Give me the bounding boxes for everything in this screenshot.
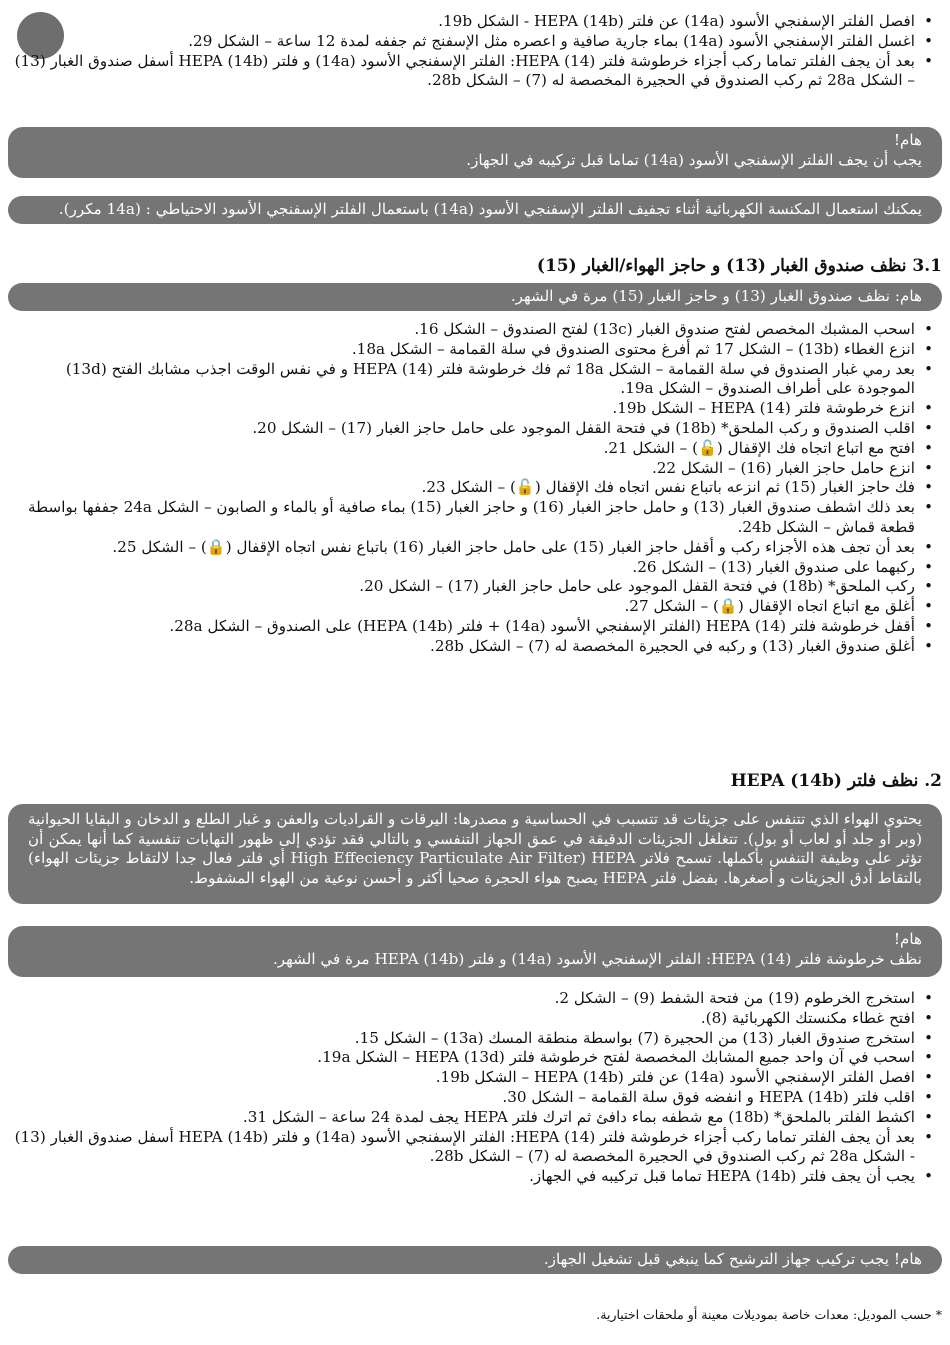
hepa-steps (8, 989, 942, 1187)
list-item: • بعد ذلك اشطف صندوق الغبار (13) و حامل حاجز الغبار (16) و حاجز الغبار (15) بماء صافية أو بالماء و الصابون – الشكل 24a جففها بواسطة قطعة قماش – الشكل 24b. (8, 498, 942, 538)
list-item: • افصل الفلتر الإسفنجي الأسود (14a) عن فلتر HEPA (14b) – الشكل 19b. (8, 1068, 942, 1088)
filter-wash-list (8, 12, 942, 91)
note-text: هام: نظف صندوق الغبار (13) و حاجز الغبار (15) مرة في الشهر. (510, 287, 922, 305)
list-item: • اسحب المشبك المخصص لفتح صندوق الغبار (13c) لفتح الصندوق – الشكل 16. (8, 320, 942, 340)
list-item: • اسحب في آن واحد جميع المشابك المخصصة لفتح خرطوشة فلتر HEPA (13d) – الشكل 19a. (8, 1048, 942, 1068)
list-item: • انزع الغطاء (13b) – الشكل 17 ثم أفرغ محتوى الصندوق في سلة القمامة – الشكل 18a. (8, 340, 942, 360)
list-item: • بعد أن تجف هذه الأجزاء ركب و أقفل حاجز الغبار (15) على حامل حاجز الغبار (16) باتباع نفس اتجاه الإقفال (🔒) – الشكل 25. (8, 538, 942, 558)
list-item: • أغلق مع اتباع اتجاه الإقفال (🔒) – الشكل 27. (8, 597, 942, 617)
note-title: هام! (893, 131, 922, 149)
list-item: • استخرج صندوق الغبار (13) من الحجيرة (7) بواسطة منطقة المسك (13a) – الشكل 15. (8, 1029, 942, 1049)
list-item: • بعد رمي غبار الصندوق في سلة القمامة – الشكل 18a ثم فك خرطوشة فلتر HEPA (14) و في نفس الوقت اجذب مشابك الفتح (13d) الموجودة على أطراف الصندوق – الشكل 19a. (8, 360, 942, 400)
spare-filter-note (8, 196, 942, 224)
note-title: هام! (893, 930, 922, 948)
list-item: • أقفل خرطوشة فلتر HEPA (14) (الفلتر الإسفنجي الأسود (14a) + فلتر HEPA (14b)) على الصندوق – الشكل 28a. (8, 617, 942, 637)
important-note-install-filter (8, 1246, 942, 1274)
list-item: • ركبهما على صندوق الغبار (13) – الشكل 26. (8, 558, 942, 578)
list-item: • استخرج الخرطوم (19) من فتحة الشفط (9) – الشكل 2. (8, 989, 942, 1009)
hepa-info-box (8, 804, 942, 904)
list-item: • اكشط الفلتر بالملحق* (18b) مع شطفه بماء دافئ ثم اترك فلتر HEPA يجف لمدة 24 ساعة – الشكل 31. (8, 1108, 942, 1128)
list-item: • اقلب الصندوق و ركب الملحق* (18b) في فتحة القفل الموجود على حامل حاجز الغبار (17) – الشكل 20. (8, 419, 942, 439)
filter-wash-steps (8, 12, 942, 91)
hepa-list (8, 989, 942, 1187)
list-item: • بعد أن يجف الفلتر تماما ركب أجزاء خرطوشة فلتر HEPA (14): الفلتر الإسفنجي الأسود (14a) و فلتر HEPA (14b) أسفل صندوق الغبار (13) - الشكل 28a ثم ركب الصندوق في الحجيرة المخصصة له (7) – الشكل 28b. (8, 1128, 942, 1168)
section-heading-dust-box: 3.1 نظف صندوق الغبار (13) و حاجز الهواء/الغبار (15) (536, 256, 942, 276)
footnote: * حسب الموديل: معدات خاصة بموديلات معينة أو ملحقات اختيارية. (596, 1307, 942, 1322)
list-item: • انزع خرطوشة فلتر HEPA (14) – الشكل 19b. (8, 399, 942, 419)
important-note-monthly-box (8, 283, 942, 311)
important-note-monthly-hepa (8, 926, 942, 977)
list-item: • افتح غطاء مكنستك الكهربائية (8). (8, 1009, 942, 1029)
info-text: يحتوي الهواء الذي تتنفس على جزيئات قد تتسبب في الحساسية و مصدرها: اليرقات و القراديات والعفن و غبار الطلع و الدخان و البقايا الحيوانية (وبر أو جلد أو لعاب أو بول). تتغلغل الجزيئات الدقيقة في عمق الجهاز التنفسي و بالتالي فقد تؤدي إلى ظهور التهابات تنفسية كما أنها يمكن أن تؤثر على وظيفة التنفس بأكملها. تسمح فلاتر HEPA (High Effeciency Particulate Air Filter أي فلتر فعال جدا لالتقاط جزيئات الهواء) بالتقاط أدق الجزيئات و أصغرها. بفضل فلتر HEPA يصبح هواء الحجرة صحيا أكثر و أحسن نوعية من الهواء المشفوط. (28, 810, 922, 887)
list-item: • اقلب فلتر HEPA (14b) و انفضه فوق سلة القمامة – الشكل 30. (8, 1088, 942, 1108)
important-note-dry-filter (8, 127, 942, 178)
note-text: يمكنك استعمال المكنسة الكهربائية أثناء تجفيف الفلتر الإسفنجي الأسود (14a) باستعمال الفلتر الإسفنجي الأسود الاحتياطي : (14a مكرر). (58, 200, 922, 218)
note-text: يجب أن يجف الفلتر الإسفنجي الأسود (14a) تماما قبل تركيبه في الجهاز. (466, 150, 922, 169)
section-heading-hepa: 2. نظف فلتر HEPA (14b) (730, 771, 942, 791)
list-item: • افصل الفلتر الإسفنجي الأسود (14a) عن فلتر HEPA (14b) - الشكل 19b. (8, 12, 942, 32)
note-text: هام! يجب تركيب جهاز الترشيح كما ينبغي قبل تشغيل الجهاز. (543, 1250, 922, 1268)
note-text: نظف خرطوشة فلتر HEPA (14): الفلتر الإسفنجي الأسود (14a) و فلتر HEPA (14b) مرة في الشهر. (272, 949, 922, 968)
dust-box-steps (8, 320, 942, 657)
list-item: • افتح مع اتباع اتجاه فك الإقفال (🔓) – الشكل 21. (8, 439, 942, 459)
list-item: • أغلق صندوق الغبار (13) و ركبه في الحجيرة المخصصة له (7) – الشكل 28b. (8, 637, 942, 657)
list-item: • يجب أن يجف فلتر HEPA (14b) تماما قبل تركيبه في الجهاز. (8, 1167, 942, 1187)
list-item: • ركب الملحق* (18b) في فتحة القفل الموجود على حامل حاجز الغبار (17) – الشكل 20. (8, 577, 942, 597)
dust-box-list (8, 320, 942, 657)
list-item: • فك حاجز الغبار (15) ثم انزعه باتباع نفس اتجاه فك الإقفال (🔓) – الشكل 23. (8, 478, 942, 498)
list-item: • اغسل الفلتر الإسفنجي الأسود (14a) بماء جارية صافية و اعصره مثل الإسفنج ثم جففه لمدة 12 ساعة – الشكل 29. (8, 32, 942, 52)
list-item: • انزع حامل حاجز الغبار (16) – الشكل 22. (8, 459, 942, 479)
list-item: • بعد أن يجف الفلتر تماما ركب أجزاء خرطوشة فلتر HEPA (14): الفلتر الإسفنجي الأسود (14a) و فلتر HEPA (14b) أسفل صندوق الغبار (13) – الشكل 28a ثم ركب الصندوق في الحجيرة المخصصة له (7) – الشكل 28b. (8, 52, 942, 92)
